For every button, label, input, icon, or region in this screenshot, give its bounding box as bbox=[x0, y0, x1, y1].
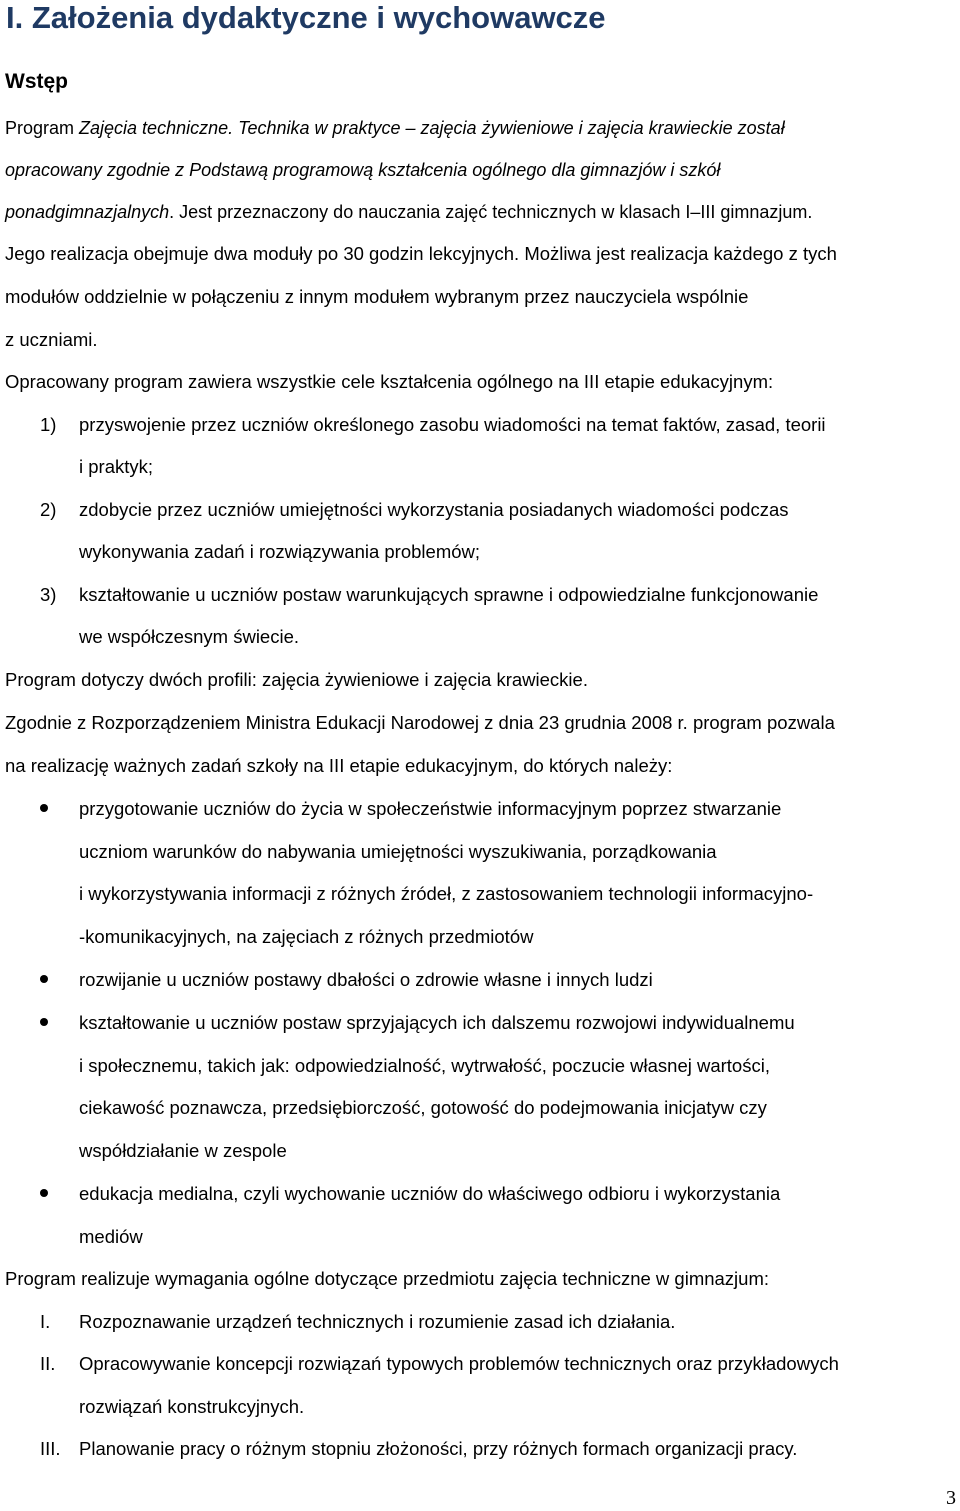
intro-line-1 bbox=[5, 115, 785, 141]
task-line: przygotowanie uczniów do życia w społeczeństwie informacyjnym poprzez stwarzanie bbox=[79, 798, 782, 819]
goal-line: i praktyk; bbox=[79, 456, 154, 477]
goal-marker: 2) bbox=[40, 499, 57, 520]
goal-line: we współczesnym świecie. bbox=[79, 626, 300, 647]
intro-text: opracowany zgodnie z bbox=[5, 160, 190, 180]
section-title: Wstęp bbox=[5, 70, 68, 93]
goals-intro: Opracowany program zawiera wszystkie cele kształcenia ogólnego na III etapie edukacyjnym: bbox=[5, 371, 774, 392]
task-line: kształtowanie u uczniów postaw sprzyjających ich dalszemu rozwojowi indywidualnemu bbox=[79, 1012, 795, 1033]
bullet-icon bbox=[40, 804, 48, 812]
task-line: ciekawość poznawcza, przedsiębiorczość, gotowość do podejmowania inicjatyw czy bbox=[79, 1097, 767, 1118]
intro-line-4: Jego realizacja obejmuje dwa moduły po 30 godzin lekcyjnych. Możliwa jest realizacja każdego z tych bbox=[5, 243, 837, 264]
requirements-intro: Program realizuje wymagania ogólne dotyczące przedmiotu zajęcia techniczne w gimnazjum: bbox=[5, 1268, 770, 1289]
requirement-marker: III. bbox=[40, 1438, 61, 1459]
intro-text: Program bbox=[5, 118, 80, 138]
program-title: Zajęcia techniczne. Technika w praktyce – zajęcia żywieniowe i zajęcia krawieckie bbox=[79, 118, 733, 138]
intro-line-2 bbox=[5, 157, 720, 183]
goal-line: kształtowanie u uczniów postaw warunkujących sprawne i odpowiedzialne funkcjonowanie bbox=[79, 584, 819, 605]
requirement-marker: I. bbox=[40, 1311, 51, 1332]
requirement-line: Rozpoznawanie urządzeń technicznych i rozumienie zasad ich działania. bbox=[79, 1311, 676, 1332]
core-curriculum-title: ponadgimnazjalnych bbox=[5, 202, 170, 222]
task-line: i wykorzystywania informacji z różnych źródeł, z zastosowaniem technologii informacyjno- bbox=[79, 883, 814, 904]
requirement-line: Planowanie pracy o różnym stopniu złożoności, przy różnych formach organizacji pracy. bbox=[79, 1438, 798, 1459]
regulation-line-1: Zgodnie z Rozporządzeniem Ministra Edukacji Narodowej z dnia 23 grudnia 2008 r. program pozwala bbox=[5, 712, 835, 733]
intro-line-3 bbox=[5, 199, 812, 225]
requirement-marker: II. bbox=[40, 1353, 56, 1374]
task-line: -komunikacyjnych, na zajęciach z różnych przedmiotów bbox=[79, 926, 534, 947]
goal-line: przyswojenie przez uczniów określonego zasobu wiadomości na temat faktów, zasad, teorii bbox=[79, 414, 826, 435]
goal-line: wykonywania zadań i rozwiązywania problemów; bbox=[79, 541, 481, 562]
goal-line: zdobycie przez uczniów umiejętności wykorzystania posiadanych wiadomości podczas bbox=[79, 499, 789, 520]
intro-text: . Jest przeznaczony do nauczania zajęć technicznych w klasach I–III gimnazjum. bbox=[169, 202, 813, 222]
task-line: mediów bbox=[79, 1226, 143, 1247]
core-curriculum-title: Podstawą programową kształcenia ogólnego dla gimnazjów i szkół bbox=[189, 160, 721, 180]
requirement-line: Opracowywanie koncepcji rozwiązań typowych problemów technicznych oraz przykładowych bbox=[79, 1353, 839, 1374]
goal-marker: 3) bbox=[40, 584, 57, 605]
task-line: uczniom warunków do nabywania umiejętności wyszukiwania, porządkowania bbox=[79, 841, 717, 862]
bullet-icon bbox=[40, 1018, 48, 1026]
bullet-icon bbox=[40, 1189, 48, 1197]
intro-line-6: z uczniami. bbox=[5, 329, 98, 350]
task-line: i społecznemu, takich jak: odpowiedzialność, wytrwałość, poczucie własnej wartości, bbox=[79, 1055, 770, 1076]
requirement-line: rozwiązań konstrukcyjnych. bbox=[79, 1396, 305, 1417]
task-line: edukacja medialna, czyli wychowanie uczniów do właściwego odbioru i wykorzystania bbox=[79, 1183, 781, 1204]
intro-line-5: modułów oddzielnie w połączeniu z innym modułem wybranym przez nauczyciela wspólnie bbox=[5, 286, 749, 307]
task-line: rozwijanie u uczniów postawy dbałości o zdrowie własne i innych ludzi bbox=[79, 969, 653, 990]
chapter-heading: I. Założenia dydaktyczne i wychowawcze bbox=[6, 0, 606, 35]
bullet-icon bbox=[40, 975, 48, 983]
intro-text: został bbox=[732, 118, 785, 138]
regulation-line-2: na realizację ważnych zadań szkoły na III etapie edukacyjnym, do których należy: bbox=[5, 755, 673, 776]
profiles-text: Program dotyczy dwóch profili: zajęcia żywieniowe i zajęcia krawieckie. bbox=[5, 669, 588, 690]
task-line: współdziałanie w zespole bbox=[79, 1140, 287, 1161]
goal-marker: 1) bbox=[40, 414, 57, 435]
page-number: 3 bbox=[946, 1487, 956, 1509]
